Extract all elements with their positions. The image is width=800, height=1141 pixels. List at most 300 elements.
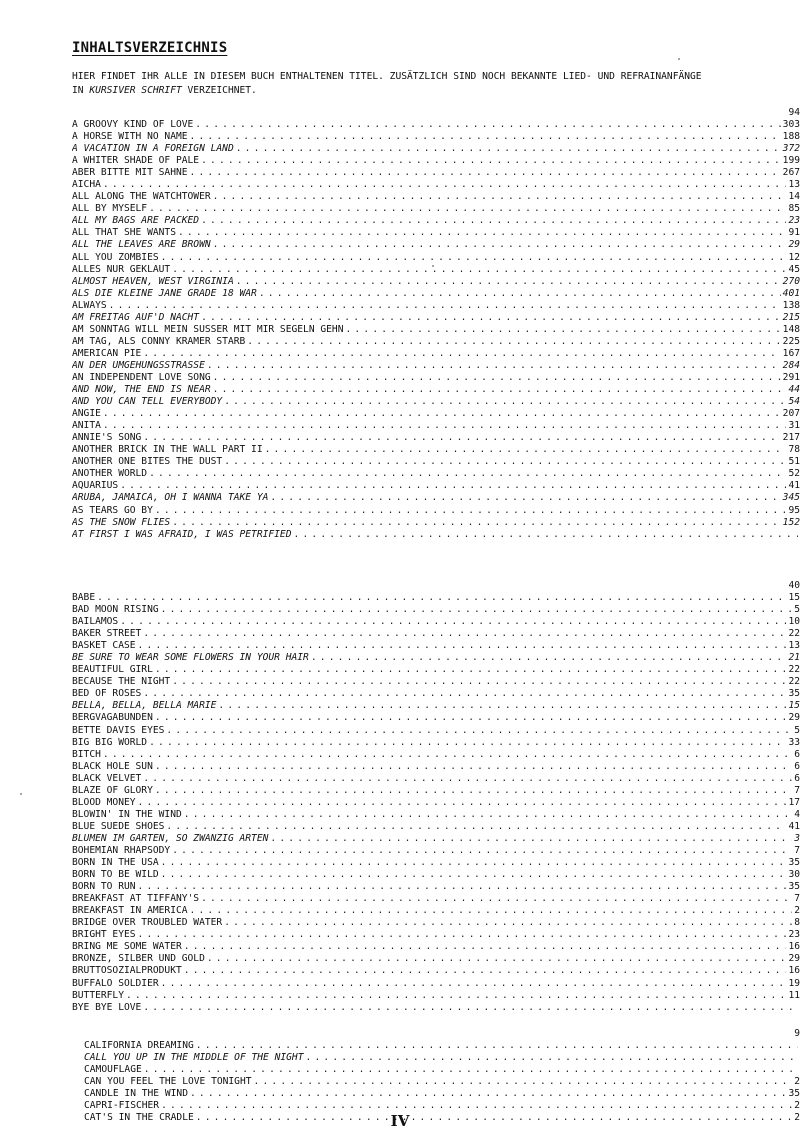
dot-leader <box>172 517 780 529</box>
entry-title: ANITA <box>72 420 101 432</box>
section-b <box>72 580 800 1014</box>
index-entry <box>72 167 800 179</box>
index-entry <box>72 456 800 468</box>
entry-list <box>72 592 800 1014</box>
entry-page: 41 <box>788 820 800 832</box>
entry-title: BRIGHT EYES <box>72 929 136 941</box>
dot-leader <box>155 712 787 724</box>
entry-page: 199 <box>782 155 800 167</box>
entry-page: 54 <box>788 396 800 408</box>
entry-title: ALL ALONG THE WATCHTOWER <box>72 191 211 203</box>
dot-leader <box>213 191 787 203</box>
dot-leader <box>311 652 787 664</box>
dot-leader <box>144 1064 798 1076</box>
index-entry <box>72 312 800 324</box>
dot-leader <box>166 725 792 737</box>
entry-title: AM TAG, ALS CONNY KRAMER STARB <box>72 335 246 347</box>
index-entry <box>72 893 800 905</box>
entry-page: 21 <box>788 652 800 664</box>
dot-leader <box>270 492 780 504</box>
entry-page: 152 <box>782 516 800 528</box>
entry-title: A GROOVY KIND OF LOVE <box>72 119 194 130</box>
entry-title: CAN YOU FEEL THE LOVE TONIGHT <box>84 1076 252 1088</box>
dot-leader <box>103 179 787 191</box>
entry-page: 23 <box>788 215 800 227</box>
entry-title: BELLA, BELLA, BELLA MARIE <box>72 700 217 712</box>
dot-leader <box>236 276 781 288</box>
index-entry <box>84 1088 800 1100</box>
entry-page: 33 <box>788 736 800 748</box>
index-entry <box>72 833 800 845</box>
entry-title: AS THE SNOW FLIES <box>72 516 171 528</box>
entry-page: 35 <box>788 857 800 869</box>
index-entry <box>72 640 800 652</box>
entry-page: 14 <box>788 191 800 203</box>
index-entry <box>72 712 800 724</box>
entry-page: 35 <box>788 688 800 700</box>
entry-page: 5 <box>794 724 800 736</box>
dot-leader <box>143 773 792 785</box>
dot-leader <box>149 737 786 749</box>
index-entry <box>72 917 800 929</box>
dot-leader <box>161 252 787 264</box>
intro-text <box>72 70 800 98</box>
entry-title: ALL BY MYSELF <box>72 203 148 215</box>
intro-prefix: IN <box>72 85 90 96</box>
dot-leader <box>172 845 792 857</box>
index-entry <box>72 773 800 785</box>
dot-leader <box>103 749 792 761</box>
entry-title: ALLES NUR GEKLAUT <box>72 263 171 275</box>
dot-leader <box>190 131 781 143</box>
dot-leader <box>178 227 786 239</box>
dot-leader <box>155 505 787 517</box>
entry-page: 35 <box>788 881 800 893</box>
entry-page: 12 <box>788 251 800 263</box>
entry-page: 2 <box>794 905 800 917</box>
paper-speck <box>678 58 680 60</box>
entry-title: BOHEMIAN RHAPSODY <box>72 844 171 856</box>
entry-title: BECAUSE THE NIGHT <box>72 676 171 688</box>
index-entry <box>72 857 800 869</box>
dot-leader <box>294 529 799 541</box>
index-entry <box>72 749 800 761</box>
entry-title: BE SURE TO WEAR SOME FLOWERS IN YOUR HAIR <box>72 652 309 664</box>
index-entry <box>72 700 800 712</box>
entry-title: CAPRI-FISCHER <box>84 1100 160 1112</box>
entry-page: 8 <box>794 917 800 929</box>
entry-page: 217 <box>782 432 800 444</box>
dot-leader <box>103 408 781 420</box>
entry-page: 267 <box>782 167 800 179</box>
entry-title: ARUBA, JAMAICA, OH I WANNA TAKE YA <box>72 492 269 504</box>
section-c <box>84 1028 800 1124</box>
entry-page: 15 <box>788 592 800 603</box>
entry-title: BLUE SUEDE SHOES <box>72 820 165 832</box>
entry-title: BLAZE OF GLORY <box>72 784 153 796</box>
dot-leader <box>213 239 787 251</box>
dot-leader <box>207 360 781 372</box>
index-entry <box>72 785 800 797</box>
entry-title: AS TEARS GO BY <box>72 504 153 516</box>
entry-page: 7 <box>794 893 800 905</box>
entry-title: BORN TO RUN <box>72 881 136 893</box>
entry-title: A VACATION IN A FOREIGN LAND <box>72 143 234 155</box>
entry-page: 16 <box>788 941 800 953</box>
entry-page: 5 <box>794 604 800 616</box>
index-entry <box>72 155 800 167</box>
index-entry <box>72 480 800 492</box>
index-entry <box>72 360 800 372</box>
index-entry <box>72 300 800 312</box>
dot-leader <box>201 155 781 167</box>
index-entry <box>72 990 800 1002</box>
entry-title: BLACK VELVET <box>72 772 142 784</box>
dot-leader <box>109 300 781 312</box>
entry-title: ALWAYS <box>72 299 107 311</box>
entry-title: BRUTTOSOZIALPRODUKT <box>72 965 182 977</box>
index-entry <box>72 264 800 276</box>
index-entry <box>72 227 800 239</box>
entry-title: ANGIE <box>72 408 101 420</box>
entry-page: 19 <box>788 977 800 989</box>
dot-leader <box>201 312 781 324</box>
entry-title: ANOTHER BRICK IN THE WALL PART II <box>72 444 263 456</box>
dot-leader <box>143 1002 798 1014</box>
entry-title: BREAKFAST AT TIFFANY'S <box>72 893 200 905</box>
dot-leader <box>172 676 786 688</box>
dot-leader <box>207 953 787 965</box>
entry-title: BEAUTIFUL GIRL <box>72 664 153 676</box>
dot-leader <box>190 905 793 917</box>
dot-leader <box>120 480 786 492</box>
entry-title: ANOTHER WORLD <box>72 468 148 480</box>
entry-page: 30 <box>788 869 800 881</box>
index-entry <box>72 203 800 215</box>
index-entry <box>84 1064 800 1076</box>
index-entry <box>72 444 800 456</box>
dot-leader <box>143 348 780 360</box>
index-entry <box>72 239 800 251</box>
entry-page: 303 <box>782 119 800 130</box>
index-entry <box>72 929 800 941</box>
index-entry <box>72 384 800 396</box>
entry-title: ABER BITTE MIT SAHNE <box>72 167 188 179</box>
dot-leader <box>184 809 792 821</box>
entry-title: AMERICAN PIE <box>72 347 142 359</box>
entry-title: BLOWIN' IN THE WIND <box>72 808 182 820</box>
entry-title: BRING ME SOME WATER <box>72 941 182 953</box>
entry-title: BLACK HOLE SUN <box>72 760 153 772</box>
index-entry <box>72 592 800 604</box>
index-entry <box>72 468 800 480</box>
entry-page: 44 <box>788 384 800 396</box>
entry-title: ALL YOU ZOMBIES <box>72 251 159 263</box>
dot-leader <box>265 444 787 456</box>
entry-title: A HORSE WITH NO NAME <box>72 131 188 143</box>
index-entry <box>72 396 800 408</box>
entry-title: ALL THAT SHE WANTS <box>72 227 176 239</box>
index-entry <box>72 664 800 676</box>
entry-title: BUFFALO SOLDIER <box>72 977 159 989</box>
entry-title: BIG BIG WORLD <box>72 736 148 748</box>
dot-leader <box>155 785 792 797</box>
entry-page: 10 <box>788 616 800 628</box>
dot-leader <box>155 761 792 773</box>
dot-leader <box>143 688 786 700</box>
entry-title: BRIDGE OVER TROUBLED WATER <box>72 917 223 929</box>
index-entry <box>72 845 800 857</box>
entry-page: 401 <box>782 287 800 299</box>
entry-page: 270 <box>782 275 800 287</box>
index-entry <box>72 215 800 227</box>
entry-page: 291 <box>782 371 800 383</box>
entry-page: 22 <box>788 664 800 676</box>
index-entry <box>72 821 800 833</box>
paper-speck <box>432 265 434 267</box>
entry-page: 16 <box>788 965 800 977</box>
entry-page: 6 <box>794 772 800 784</box>
dot-leader <box>190 167 781 179</box>
entry-page: 15 <box>788 700 800 712</box>
entry-title: BORN TO BE WILD <box>72 869 159 881</box>
entry-page: 284 <box>782 359 800 371</box>
index-entry <box>72 905 800 917</box>
entry-title: BAILAMOS <box>72 616 119 628</box>
entry-title: BASKET CASE <box>72 640 136 652</box>
entry-title: AN INDEPENDENT LOVE SONG <box>72 371 211 383</box>
dot-leader <box>97 592 786 604</box>
entry-title: AICHA <box>72 179 101 191</box>
index-entry <box>72 492 800 504</box>
entry-title: A WHITER SHADE OF PALE <box>72 155 200 167</box>
index-entry <box>72 191 800 203</box>
entry-title: BAKER STREET <box>72 628 142 640</box>
dot-leader <box>138 797 787 809</box>
entry-title: AT FIRST I WAS AFRAID, I WAS PETRIFIED <box>72 528 292 540</box>
index-entry <box>72 616 800 628</box>
index-entry <box>72 336 800 348</box>
entry-title: BERGVAGABUNDEN <box>72 712 153 724</box>
dot-leader <box>161 869 787 881</box>
entry-page: 7 <box>794 784 800 796</box>
entry-page: 3 <box>794 832 800 844</box>
entry-page: 31 <box>788 420 800 432</box>
dot-leader <box>224 396 786 408</box>
dot-leader <box>161 978 787 990</box>
index-entry <box>72 288 800 300</box>
intro-line-2 <box>72 84 800 98</box>
entry-title: ANNIE'S SONG <box>72 432 142 444</box>
dot-leader <box>184 941 787 953</box>
entry-title: BLUMEN IM GARTEN, SO ZWANZIG ARTEN <box>72 832 269 844</box>
index-entry <box>72 737 800 749</box>
entry-page: 215 <box>782 311 800 323</box>
dot-leader <box>138 881 787 893</box>
index-entry <box>84 1076 800 1088</box>
entry-title: AM FREITAG AUF'D NACHT <box>72 311 200 323</box>
entry-page: 2 <box>794 1076 800 1088</box>
section-a <box>72 107 800 541</box>
entry-title: BITCH <box>72 748 101 760</box>
entry-page: 29 <box>788 239 800 251</box>
section-lead-page: 9 <box>794 1028 800 1039</box>
dot-leader <box>213 384 787 396</box>
entry-list <box>72 119 800 541</box>
entry-page: 29 <box>788 712 800 724</box>
index-entry <box>72 604 800 616</box>
entry-page: 23 <box>788 929 800 941</box>
section-lead-page: 94 <box>788 107 800 118</box>
entry-page: 22 <box>788 628 800 640</box>
entry-title: BETTE DAVIS EYES <box>72 724 165 736</box>
entry-title: AN DER UMGEHUNGSSTRASSE <box>72 359 205 371</box>
dot-leader <box>161 1100 792 1112</box>
index-entry <box>72 529 800 541</box>
entry-page: 7 <box>794 844 800 856</box>
dot-leader <box>195 119 780 131</box>
index-entry <box>72 688 800 700</box>
index-entry <box>72 652 800 664</box>
index-entry <box>72 408 800 420</box>
dot-leader <box>184 965 787 977</box>
dot-leader <box>126 990 786 1002</box>
index-entry <box>72 953 800 965</box>
dot-leader <box>213 372 781 384</box>
dot-leader <box>161 604 793 616</box>
index-entry <box>72 348 800 360</box>
entry-page: 22 <box>788 676 800 688</box>
index-entry <box>72 252 800 264</box>
entry-title: BED OF ROSES <box>72 688 142 700</box>
entry-title: ANOTHER ONE BITES THE DUST <box>72 456 223 468</box>
entry-title: BRONZE, SILBER UND GOLD <box>72 953 205 965</box>
index-entry <box>84 1100 800 1112</box>
entry-title: CALIFORNIA DREAMING <box>84 1040 194 1051</box>
entry-title: BABE <box>72 592 96 603</box>
entry-title: ALS DIE KLEINE JANE GRADE 18 WAR <box>72 287 257 299</box>
entry-page: 4 <box>794 808 800 820</box>
index-entry <box>72 179 800 191</box>
intro-suffix: VERZEICHNET. <box>181 85 257 96</box>
dot-leader <box>155 664 787 676</box>
page-title: INHALTSVERZEICHNIS <box>72 40 228 56</box>
index-entry <box>84 1040 800 1052</box>
dot-leader <box>201 215 786 227</box>
index-entry <box>72 420 800 432</box>
dot-leader <box>224 917 792 929</box>
index-entry <box>84 1052 800 1064</box>
entry-title: BYE BYE LOVE <box>72 1001 142 1013</box>
entry-page: 85 <box>788 203 800 215</box>
index-entry <box>72 432 800 444</box>
dot-leader <box>247 336 780 348</box>
dot-leader <box>201 893 792 905</box>
index-entry <box>72 761 800 773</box>
page-number: IV <box>390 1112 410 1130</box>
index-entry <box>72 978 800 990</box>
entry-title: ALL MY BAGS ARE PACKED <box>72 215 200 227</box>
entry-page: 225 <box>782 335 800 347</box>
entry-page: 6 <box>794 748 800 760</box>
entry-title: ALMOST HEAVEN, WEST VIRGINIA <box>72 275 234 287</box>
entry-page: 13 <box>788 179 800 191</box>
index-entry <box>72 505 800 517</box>
entry-page: 45 <box>788 263 800 275</box>
entry-title: AQUARIUS <box>72 480 119 492</box>
entry-title: AND NOW, THE END IS NEAR <box>72 384 211 396</box>
index-entry <box>72 797 800 809</box>
dot-leader <box>161 857 787 869</box>
index-entry <box>72 131 800 143</box>
dot-leader <box>149 203 786 215</box>
dot-leader <box>143 432 780 444</box>
dot-leader <box>254 1076 793 1088</box>
entry-page: 78 <box>788 444 800 456</box>
entry-page: 207 <box>782 408 800 420</box>
entry-title: CANDLE IN THE WIND <box>84 1088 188 1100</box>
entry-page: 6 <box>794 760 800 772</box>
index-entry <box>72 725 800 737</box>
index-entry <box>72 869 800 881</box>
entry-title: CAT'S IN THE CRADLE <box>84 1112 194 1124</box>
index-entry <box>72 1002 800 1014</box>
entry-page: 95 <box>788 504 800 516</box>
entry-page: 52 <box>788 468 800 480</box>
section-lead-page: 40 <box>788 580 800 591</box>
entry-page: 91 <box>788 227 800 239</box>
entry-page: 29 <box>788 953 800 965</box>
entry-title: BUTTERFLY <box>72 989 124 1001</box>
dot-leader <box>306 1052 799 1064</box>
entry-page: 345 <box>782 492 800 504</box>
entry-title: ALL THE LEAVES ARE BROWN <box>72 239 211 251</box>
entry-page: 167 <box>782 347 800 359</box>
entry-page: 13 <box>788 640 800 652</box>
entry-page: 17 <box>788 796 800 808</box>
entry-title: BORN IN THE USA <box>72 857 159 869</box>
entry-page: 35 <box>788 1088 800 1100</box>
dot-leader <box>138 640 787 652</box>
dot-leader <box>190 1088 786 1100</box>
entry-title: AM SONNTAG WILL MEIN SÜSSER MIT MIR SEGELN GEHN <box>72 323 344 335</box>
entry-title: BAD MOON RISING <box>72 604 159 616</box>
index-entry <box>72 372 800 384</box>
index-entry <box>72 965 800 977</box>
paper-speck <box>20 793 22 795</box>
entry-page: 188 <box>782 131 800 143</box>
entry-page: 41 <box>788 480 800 492</box>
entry-title: CAMOUFLAGE <box>84 1064 142 1076</box>
dot-leader <box>224 456 786 468</box>
entry-page: 372 <box>782 143 800 155</box>
index-entry <box>72 276 800 288</box>
index-entry <box>72 809 800 821</box>
dot-leader <box>120 616 786 628</box>
dot-leader <box>166 821 786 833</box>
entry-title: BREAKFAST IN AMERICA <box>72 905 188 917</box>
entry-page: 138 <box>782 299 800 311</box>
entry-page: 148 <box>782 323 800 335</box>
dot-leader <box>172 264 786 276</box>
entry-title: CALL YOU UP IN THE MIDDLE OF THE NIGHT <box>84 1052 304 1064</box>
index-entry <box>72 676 800 688</box>
dot-leader <box>270 833 792 845</box>
index-entry <box>72 941 800 953</box>
intro-line-1: HIER FINDET IHR ALLE IN DIESEM BUCH ENTHALTENEN TITEL. ZUSÄTZLICH SIND NOCH BEKANNTE LIED- UND REFRAINANFÄNGE <box>72 71 702 82</box>
index-entry <box>72 119 800 131</box>
index-entry <box>72 881 800 893</box>
